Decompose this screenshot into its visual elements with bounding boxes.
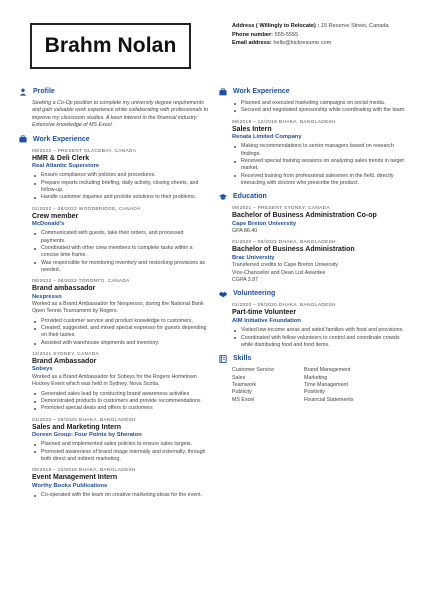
- work-section-continued: [219, 86, 409, 187]
- skill-item: Brand Management: [304, 367, 351, 374]
- entry-company: Nespresso: [32, 293, 62, 300]
- entry-meta: 08/2018 – 10/2018 DHAKA, BANGLADESH: [32, 468, 136, 474]
- skill-item: Teamwork: [232, 381, 257, 388]
- work-entry: [232, 119, 409, 188]
- work-entry: [32, 206, 209, 275]
- entry-company: Sobeys: [32, 366, 53, 373]
- entry-title: Part-time Volunteer: [232, 309, 297, 317]
- section-header-profile: Profile: [19, 86, 209, 97]
- bullet-item: Ensure compliance with policies and procedures.: [32, 172, 209, 179]
- work-entry: [32, 148, 209, 202]
- contact-phone: Phone number: 555-5555: [232, 31, 299, 38]
- entry-school: Cape Breton University: [232, 220, 297, 227]
- skills-section: [219, 353, 409, 404]
- entry-company: McDonald's: [32, 221, 65, 228]
- profile-section: [19, 86, 209, 130]
- skill-item: Positivity: [304, 389, 325, 396]
- entry-line: CGPA 3.87: [232, 277, 259, 284]
- bullet-item: Provided customer service and product knowledge to customers.: [32, 318, 209, 325]
- entry-meta: 09/2019 – 12/2019 DHAKA, BANGLADESH: [232, 119, 336, 125]
- entry-company: Worthy Books Publications: [32, 482, 108, 489]
- bullet-item: Planned and executed marketing campaigns on social media.: [232, 100, 409, 107]
- person-icon: [19, 88, 27, 96]
- bullet-item: Promoted awareness of brand image internally and externally, through both direct and indirect marketing.: [32, 449, 209, 464]
- entry-bullets: [32, 318, 209, 347]
- bullet-item: Handle customer inquiries and provide solutions to their problems.: [32, 194, 209, 201]
- candidate-name: Brahm Nolan: [44, 34, 177, 57]
- work-entry: [32, 351, 209, 413]
- entry-meta: 08/2022 – 08/2022 TORONTO, CANADA: [32, 279, 130, 285]
- entry-title: Crew member: [32, 212, 79, 220]
- profile-text: Seeking a Co-Op position to complete my university degree requirements and gain valuable work experience while collaborating with professionals to improve my classroom studies. A keen interest in the financial industry. Extensive knowledge of MS Excel.: [32, 100, 209, 129]
- bullet-item: Coordinated with other crew members to complete tasks within a concise time frame.: [32, 245, 209, 260]
- skills-list: [232, 367, 409, 404]
- skill-item: Financial Statements: [304, 396, 354, 403]
- bullet-item: Demonstrated products to customers and provide recommendations: [32, 398, 209, 405]
- section-header-work: Work Experience: [19, 134, 209, 145]
- name-box: [30, 23, 191, 69]
- bullet-item: Generated sales lead by conducting brand awareness activities: [32, 391, 209, 398]
- entry-description: Worked as a Brand Ambassador for Sobeys for the Rogers Hometown Hockey Event which was held in Sydney, Nova Scotia.: [32, 373, 197, 388]
- entry-company: Doreen Group: Four Points by Sheraton: [32, 431, 142, 438]
- skill-item: Marketing: [304, 374, 328, 381]
- entry-meta: 09/2022 – PRESENT GLACEBAY, CANADA: [32, 148, 137, 154]
- right-column: [219, 86, 409, 408]
- briefcase-icon: [19, 135, 27, 143]
- left-column: [19, 86, 209, 503]
- entry-title: Sales and Marketing Intern: [32, 423, 122, 431]
- entry-bullets: [32, 230, 209, 274]
- entry-meta: 01/2020 – 05/2020 DHAKA, BANGLADESH: [232, 303, 336, 309]
- entry-line: GPA 86.40: [232, 228, 258, 234]
- entry-bullets: [232, 100, 409, 115]
- entry-meta: 09/2021 – PRESENT SYDNEY, CANADA: [232, 206, 330, 212]
- bullet-item: Visited low-income areas and aided families with food and provisions.: [232, 327, 409, 334]
- bullet-item: Secured and negotiated sponsorship while coordinating with the team.: [232, 107, 409, 114]
- entry-title: Event Management Intern: [32, 474, 118, 482]
- bullet-item: Received special training sessions on analyzing sales trends in target market.: [232, 158, 409, 173]
- entry-bullets: [32, 441, 209, 463]
- skill-item: Customer Service: [232, 367, 275, 374]
- bullet-item: Communicated with guests, take their orders, and processed payments.: [32, 230, 209, 245]
- bullet-item: Co-operated with the team on creative marketing ideas for the event.: [32, 492, 209, 499]
- work-entry: [32, 467, 209, 499]
- entry-title: Brand Ambassador: [32, 358, 97, 366]
- work-entry: [32, 417, 209, 464]
- entry-title: Bachelor of Business Administration Co-op: [232, 212, 377, 220]
- bullet-item: Was responsible for monitoring inventory and restocking provisions as needed.: [32, 260, 209, 275]
- bullet-item: Created, suggested, and mixed special espresso for guests depending on their tastes.: [32, 325, 209, 340]
- bullet-item: Making recommendations to senior managers based on research findings.: [232, 143, 409, 158]
- education-entry: [232, 205, 409, 235]
- education-section: [219, 191, 409, 284]
- work-entry: [32, 278, 209, 347]
- bullet-item: Received training from professional salesmen in the field, directly interacting with doctors who prescribe the product.: [232, 173, 409, 188]
- contact-email: Email address: hello@kickresume.com: [232, 40, 332, 47]
- bullet-item: Planned and implemented sales policies to ensure sales targets.: [32, 441, 209, 448]
- entry-title: Sales Intern: [232, 125, 272, 133]
- bullet-item: Assisted with warehouse shipments and inventory.: [32, 340, 209, 347]
- entry-meta: 01/2020 – 08/2020 DHAKA, BANGLADESH: [32, 417, 136, 423]
- bullet-item: Promoted special deals and offers to customers: [32, 405, 209, 412]
- entry-meta: 01/2020 – 08/2021 DHAKA, BANGLADESH: [232, 240, 336, 246]
- bullet-item: Coordinated with fellow volunteers to control and coordinate crowds while distributing food and food items.: [232, 335, 409, 350]
- skill-item: MS Excel: [232, 396, 255, 403]
- skill-item: Sales: [232, 374, 246, 381]
- entry-meta: 12/2021 SYDNEY, CANADA: [32, 352, 100, 358]
- briefcase-icon: [219, 88, 227, 96]
- entry-title: HMR & Deli Clerk: [32, 154, 90, 162]
- work-section: [19, 134, 209, 500]
- section-header-work-continued: Work Experience: [219, 86, 409, 97]
- entry-school: Brac University: [232, 254, 275, 261]
- entry-title: Brand ambassador: [32, 285, 96, 293]
- skills-column: [304, 367, 376, 404]
- section-header-education: Education: [219, 191, 409, 202]
- entry-bullets: [32, 172, 209, 201]
- entry-bullets: [32, 391, 209, 413]
- education-entry: [232, 239, 409, 284]
- skills-column: [232, 367, 304, 404]
- entry-line: Vice-Chancellor and Dean List Awardee: [232, 269, 326, 276]
- entry-title: Bachelor of Business Administration: [232, 246, 355, 254]
- skill-item: Publicity: [232, 389, 252, 396]
- entry-bullets: [232, 143, 409, 187]
- section-header-volunteering: Volunteering: [219, 288, 409, 299]
- bullet-item: Prepare reports including briefing, daily activity, closing sheets, and follow-up.: [32, 180, 209, 195]
- entry-organization: AIM Initiative Foundation: [232, 317, 301, 324]
- entry-bullets: [32, 492, 209, 499]
- volunteering-section: [219, 288, 409, 349]
- entry-company: Real Atlantic Superstore: [32, 163, 100, 170]
- entry-meta: 01/2022 – 08/2022 WOODBRIDGE, CANADA: [32, 206, 141, 212]
- book-icon: [219, 355, 227, 363]
- entry-line: Transferred credits to Cape Breton University: [232, 262, 339, 269]
- entry-description: Worked as a Brand Ambassador for Nespresso, during the National Bank Open Tennis Tournament by Rogers.: [32, 301, 204, 315]
- volunteering-entry: [232, 302, 409, 349]
- graduation-cap-icon: [219, 193, 227, 201]
- skill-item: Time Management: [304, 381, 348, 388]
- entry-bullets: [232, 327, 409, 349]
- entry-company: Renata Limited Company: [232, 134, 302, 140]
- contact-info: [232, 22, 389, 48]
- handshake-icon: [219, 290, 227, 298]
- contact-address: Address ( Willingly to Relocate) : 15 Reserve Street, Canada: [232, 23, 389, 29]
- section-header-skills: Skills: [219, 353, 409, 364]
